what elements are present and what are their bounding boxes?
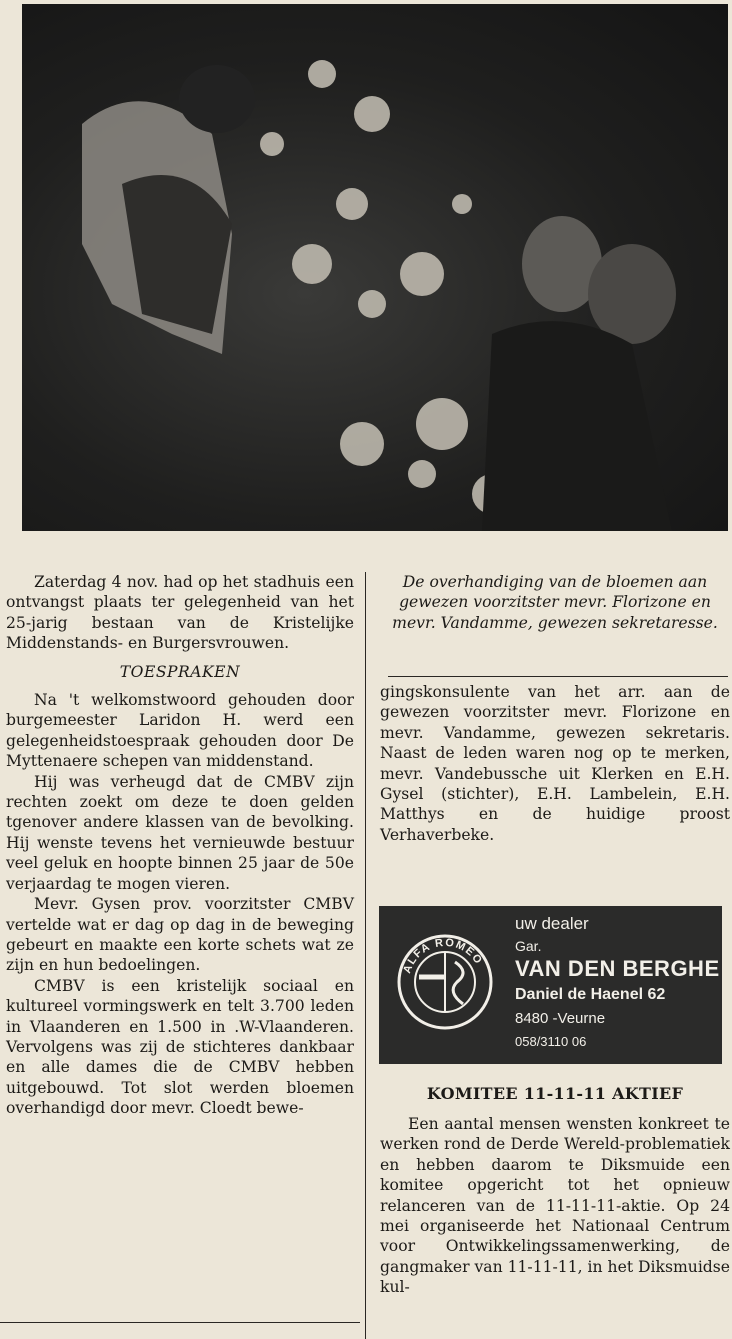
svg-text:ALFA ROMEO: ALFA ROMEO — [401, 936, 485, 976]
paragraph: CMBV is een kristelijk sociaal en kultureel vormingswerk en telt 3.700 leden in Vlaanderen en 1.500 in .W-Vlaanderen. Vervolgens was zij de stichteres dankbaar en alle dames die de CMBV hebben uitgebouwd. Tot slot werden bloemen overhandigd door mevr. Cloedt bewe- — [6, 976, 354, 1118]
paragraph: Na 't welkomstwoord gehouden door burgemeester Laridon H. werd een gelegenheidstoespraak gehouden door De Myttenaere schepen van middenstand. — [6, 691, 354, 771]
caption-divider — [388, 676, 728, 677]
ad-dealer-name: VAN DEN BERGHE — [515, 956, 720, 981]
paragraph: Mevr. Gysen prov. voorzitster CMBV vertelde wat er dag op dag in de beweging gebeurt en maakte een korte schets wat ze zijn en hun bedoelingen. — [6, 895, 354, 975]
ad-city: 8480 -Veurne — [515, 1010, 606, 1027]
article-heading: KOMITEE 11-11-11 AKTIEF — [426, 1084, 684, 1103]
alfa-romeo-logo-icon — [395, 932, 495, 1032]
paragraph: Zaterdag 4 nov. had op het stadhuis een ontvangst plaats ter gelegenheid van het 25-jarig bestaan van de Kristelijke Middenstands- en Burgersvrouwen. — [6, 573, 354, 653]
news-photo — [22, 4, 728, 531]
article-continuation — [380, 682, 730, 845]
paragraph: gingskonsulente van het arr. aan de gewezen voorzitster mevr. Florizone en mevr. Vandamme, gewezen sekretaris. Naast de leden waren nog op te merken, mevr. Vandebussche uit Klerken en E.H. Gysel (stichter), E.H. Lambelein, E.H. Matthys en de huidige proost Verhaverbeke. — [380, 683, 730, 844]
ad-phone: 058/3110 06 — [515, 1034, 587, 1049]
paragraph: Hij was verheugd dat de CMBV zijn rechten zoekt om deze te doen gelden tgenover andere klassen van de bevolking. Hij wenste tevens het vernieuwde bestuur veel geluk en hoopte binnen 25 jaar de 50e verjaardag te mogen vieren. — [6, 772, 354, 893]
ad-garage-label: Gar. — [515, 938, 542, 954]
dealer-advertisement — [379, 906, 722, 1064]
ad-street: Daniel de Haenel 62 — [515, 986, 666, 1003]
bottom-rule — [0, 1322, 360, 1323]
photo-flowers-icon — [22, 4, 728, 531]
photo-caption: De overhandiging van de bloemen aan gewezen voorzitster mevr. Florizone en mevr. Vandamme, gewezen sekretaresse. — [392, 573, 718, 632]
article-right-column — [380, 572, 730, 633]
article-left-column — [6, 572, 354, 1119]
ad-tagline: uw dealer — [515, 914, 589, 933]
paragraph: Een aantal mensen wensten konkreet te werken rond de Derde Wereld-problematiek en hebben daarom te Diksmuide een komitee opgericht tot het opnieuw relanceren van de 11-11-11-aktie. Op 24 mei organiseerde het Nationaal Centrum voor Ontwikkelingssamenwerking, de gangmaker van 11-11-11, in het Diksmuidse kul- — [380, 1115, 731, 1297]
subheading: TOESPRAKEN — [119, 662, 241, 681]
article2-body — [380, 1114, 730, 1298]
column-divider — [365, 572, 366, 1339]
